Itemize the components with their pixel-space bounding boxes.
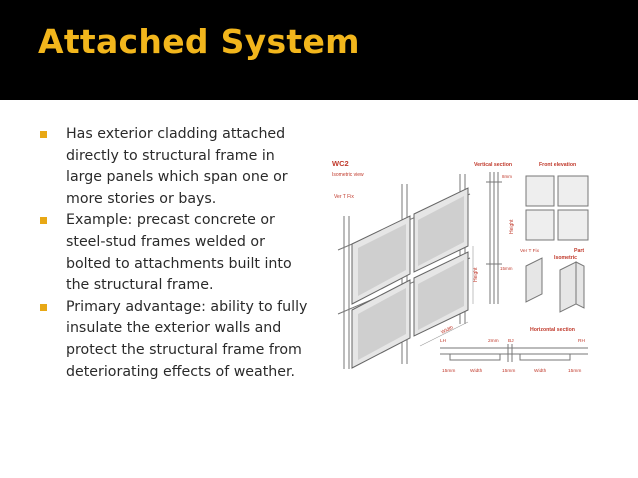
cladding-diagram-svg (330, 154, 592, 376)
vs-height-label: Height (509, 219, 515, 234)
bullet-item (40, 124, 308, 210)
bullet-marker-icon (40, 131, 47, 138)
ver-fix-right-label: Ver T Fix (520, 249, 540, 254)
isometric-view-label: Isometric view (332, 172, 364, 178)
dim-2mm-label: 2mm (488, 339, 499, 344)
vertical-section-drawing (486, 172, 502, 304)
bottom-dim-1: 15mm (442, 369, 456, 374)
bottom-dim-2: Width (470, 369, 483, 374)
bullet-list (40, 124, 308, 383)
bullet-text: Has exterior cladding attached directly to structural frame in large panels which span one or more stories or bays. (66, 126, 288, 207)
part-label: Part (574, 248, 585, 254)
ver-fix-left-label: Ver T Fix (334, 194, 354, 200)
panel-inner-faces (358, 196, 464, 360)
slide-title: Attached System (38, 22, 360, 61)
iso-height-label: Height (473, 267, 479, 282)
rh-label: RH (578, 339, 585, 344)
cladding-diagram (330, 154, 592, 376)
bottom-dim-5: 15mm (568, 369, 582, 374)
title-bar (0, 0, 638, 100)
part-isometric-drawing (526, 258, 584, 312)
lh-label: LH (440, 339, 447, 344)
bullet-text: Example: precast concrete or steel-stud frames welded or bolted to attachments built into the structural frame. (66, 212, 292, 294)
horizontal-section-label: Horizontal section (530, 327, 575, 333)
iso-width-label: Width (440, 324, 455, 336)
bullet-item (40, 210, 308, 296)
bottom-dim-3: 15mm (502, 369, 516, 374)
horizontal-section-drawing (440, 344, 588, 362)
bj-label: BJ (508, 339, 514, 344)
bullet-text: Primary advantage: ability to fully insulate the exterior walls and protect the structural frame from deteriorating effects of weather. (66, 298, 308, 380)
front-elevation-drawing (526, 176, 588, 240)
front-elevation-label: Front elevation (539, 162, 577, 168)
figure-code: WC2 (332, 159, 349, 168)
vertical-section-label: Vertical section (474, 162, 513, 168)
dim-8mm-label: 8mm (502, 174, 512, 179)
bullet-item (40, 297, 308, 383)
bullet-marker-icon (40, 217, 47, 224)
bottom-dim-4: Width (534, 369, 547, 374)
bullet-marker-icon (40, 304, 47, 311)
isometric-label: Isometric (554, 255, 578, 261)
dim-15mm-label: 15mm (500, 266, 513, 271)
